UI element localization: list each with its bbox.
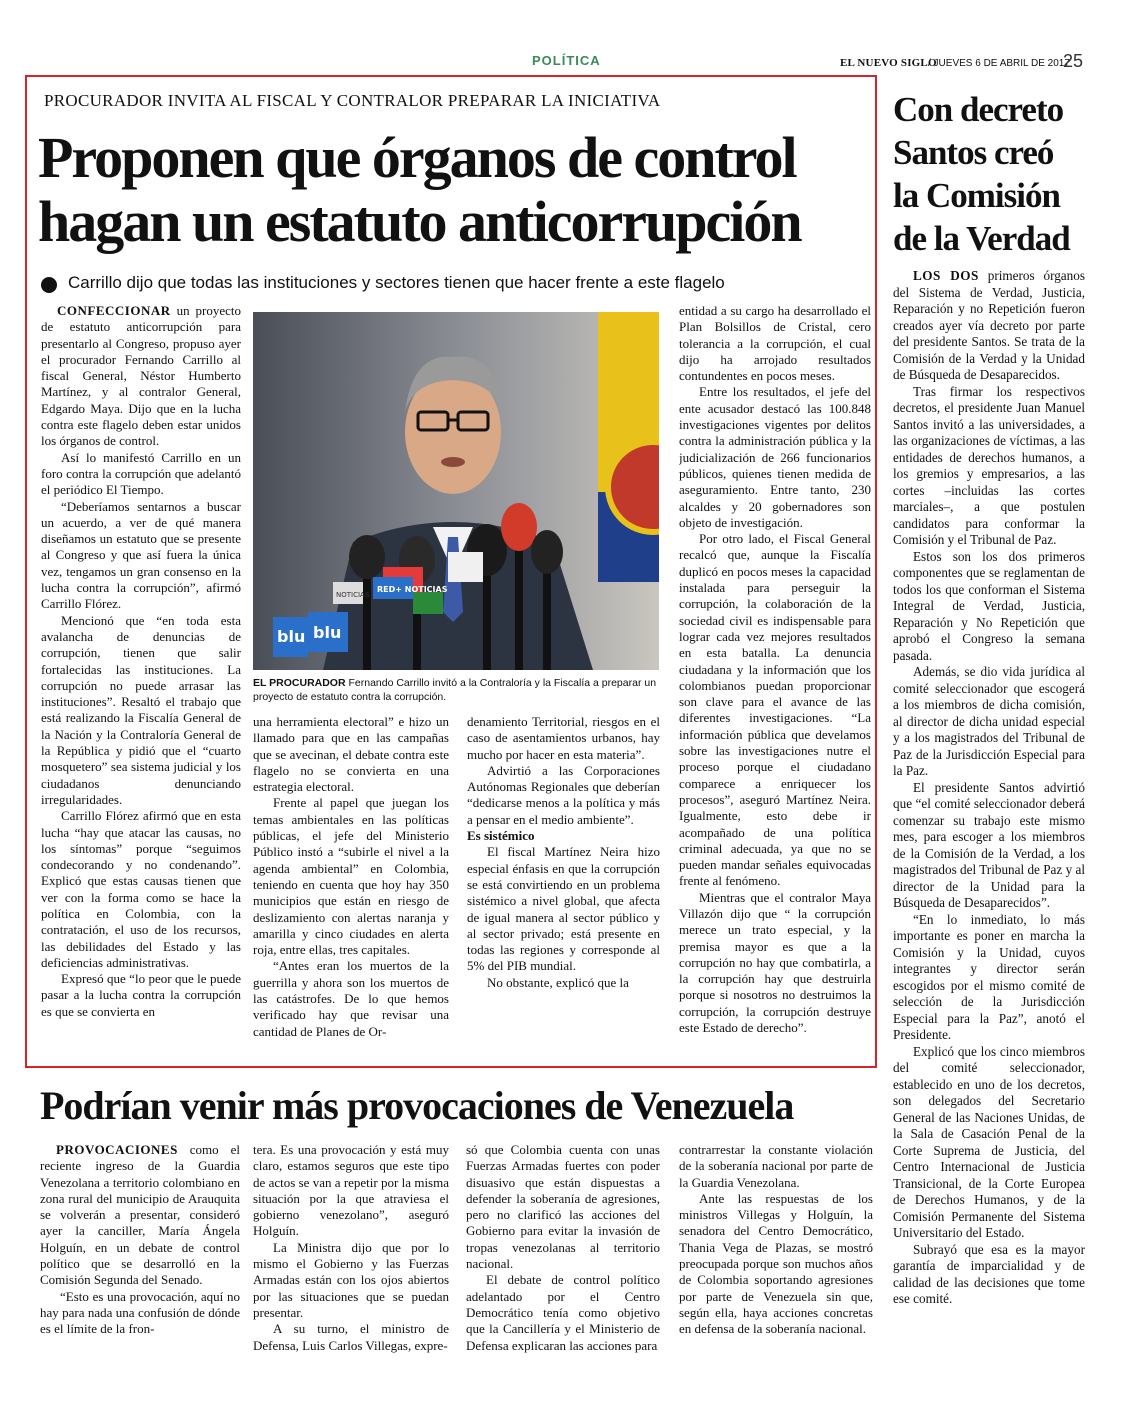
main-headline [38, 126, 868, 254]
paragraph: Frente al papel que juegan los temas ambientales en las políticas públicas, el jefe del Ministerio Público instó a “subirle el nivel a la agenda ambiental” en Colombia, teniendo en cuenta que hoy hay 350 municipios que están en riesgo de deslizamiento con alertas naranja y amarilla y cinco ciudades en alerta roja, entre ellas, tres capitales. [253, 795, 449, 958]
mic-label: blu [277, 627, 306, 646]
paragraph: A su turno, el ministro de Defensa, Luis Carlos Villegas, expre- [253, 1321, 449, 1353]
paragraph: denamiento Territorial, riesgos en el caso de asentamientos urbanos, hay mucho por hacer en esta materia”. [467, 714, 660, 762]
bottom-col-4 [679, 1142, 873, 1362]
paragraph: “Antes eran los muertos de la guerrilla y ahora son los muertos de las catástrofes. De lo que hemos verificado hay que revisar una cantidad de Planes de Or- [253, 958, 449, 1039]
paragraph: Mencionó que “en toda esta avalancha de denuncias de corrupción, tienen que salir fortalecidas las instituciones. La corrupción no puede arrasar las instituciones”. Resaltó el trabajo que está realizando la Fiscalía General de la Nación y la Contraloría General de la República y pidió que el “cuarto mosquetero” sea sistema judicial y los ciudadanos denunciando irregularidades. [41, 612, 241, 807]
paragraph: “Deberíamos sentarnos a buscar un acuerdo, a ver de qué manera diseñamos un estatuto que se presente al Congreso y que así fuera la única vez, tengamos un gran consenso en la lucha contra la corrupción”, afirmó Carrillo Flórez. [41, 498, 241, 612]
paragraph: Expresó que “lo peor que le puede pasar a la lucha contra la corrupción es que se convierta en [41, 971, 241, 1019]
paragraph: Subrayó que esa es la mayor garantía de imparcialidad y de calidad de las decisiones que tome ese comité. [893, 1241, 1085, 1306]
paragraph: Estos son los dos primeros componentes que se reglamentan de todos los que conforman el Sistema Integral de Verdad, Justicia, Reparación y No Repetición que aprobó el Congreso la semana pasada. [893, 548, 1085, 663]
paragraph: Tras firmar los respectivos decretos, el presidente Juan Manuel Santos invitó a las universidades, a las organizaciones de víctimas, a las entidades de derechos humanos, a los gremios y empresarios, a las cortes –incluidas las cortes marciales–, a que postulen candidatos para conformar la Comisión y el Tribunal de Paz. [893, 383, 1085, 547]
sidebar-headline-line: la Comisión [893, 176, 1060, 215]
paragraph: como el reciente ingreso de la Guardia Venezolana a territorio colombiano en zona rural del municipio de Arauquita se volverán a presentar, consideró ayer la canciller, María Ángela Holguín, en un debate de control político que se desarrolló en la Comisión Segunda del Senado. [40, 1142, 240, 1288]
paragraph: Así lo manifestó Carrillo en un foro contra la corrupción que adelantó el periódico El Tiempo. [41, 449, 241, 498]
masthead: EL NUEVO SIGLO [840, 57, 937, 69]
section-label: POLÍTICA [532, 53, 601, 68]
sidebar-headline-line: Con decreto [893, 90, 1064, 129]
kicker: PROCURADOR INVITA AL FISCAL Y CONTRALOR PREPARAR LA INICIATIVA [44, 91, 661, 110]
paragraph: entidad a su cargo ha desarrollado el Plan Bolsillos de Cristal, cero tolerancia a la corrupción, el cual dijo ha arrojado resultados contundentes en pocos meses. [679, 303, 871, 384]
main-col-1 [41, 303, 241, 1053]
page-number: 25 [1063, 51, 1084, 71]
lead-word: CONFECCIONAR [57, 303, 171, 318]
paragraph: Advirtió a las Corporaciones Autónomas Regionales que deberían “dedicarse menos a la política y más a pensar en el medio ambiente”. [467, 762, 660, 827]
paragraph: só que Colombia cuenta con unas Fuerzas Armadas fuertes con poder disuasivo que están dispuestas a defender la soberanía de agresiones, pero no clarificó las acciones del Gobierno para evitar la invasión de tropas venezolanas al territorio nacional. [466, 1142, 660, 1272]
sidebar-headline-line: de la Verdad [893, 219, 1070, 258]
photo-illustration [253, 312, 659, 670]
mic-label: blu [313, 623, 342, 642]
paragraph: No obstante, explicó que la [487, 974, 629, 990]
sidebar-headline-line: Santos creó [893, 133, 1054, 172]
paragraph: Además, se dio vida jurídica al comité seleccionador que escogerá a los miembros de dicha comisión, al director de dicha unidad especial y a los magistrados del Tribunal de Paz de la Jurisdicción Especial para la Paz. [893, 664, 1085, 778]
paragraph: El debate de control político adelantado por el Centro Democrático tenía como objetivo que la Cancillería y el Ministerio de Defensa explicaran las acciones para [466, 1272, 660, 1353]
lead-word: LOS DOS [913, 268, 979, 283]
paragraph: “Esto es una provocación, aquí no hay para nada una confusión de dónde es el límite de la fron- [40, 1288, 240, 1337]
paragraph: Carrillo Flórez afirmó que en esta lucha “hay que atacar las causas, no los síntomas” porque “seguimos condecorando y no condenando”. Explicó que estas causas tienen que ver con la forma como se hace la política en Colombia, con la contratación, el uso de los recursos, las debilidades del Estado y las deficiencias administrativas. [41, 808, 241, 970]
sidebar-headline [893, 88, 1113, 260]
paragraph: primeros órganos del Sistema de Verdad, Justicia, Reparación y no Repetición fueron creados ayer vía decreto por parte del presidente Santos. Se trata de la Comisión de la Verdad y la Unidad de Búsqueda de Desaparecidos. [893, 268, 1085, 382]
main-col-3 [467, 714, 660, 1054]
headline-line-1: Proponen que órganos de control [38, 125, 796, 190]
paragraph: Por otro lado, el Fiscal General recalcó que, aunque la Fiscalía duplicó en pocos meses la capacidad instalada para perseguir la corrupción, la colaboración de la sociedad civil es indispensable para lograr cada vez mejores resultados en esta batalla. La denuncia ciudadana y la información que los colombianos puedan proporcionar son clave para el avance de las diferentes investigaciones. “La información pública que develamos sobre las investigaciones nutre el proceso porque el ciudadano comparece a enriquecer los procesos”, aseguró Martínez Neira. Igualmente, esto debe ir acompañado de una política criminal adecuada, ya que no se pueden mandar señales equivocadas frente al fenómeno. [679, 531, 871, 889]
bullet-icon [41, 277, 57, 293]
mic-label: NOTICIAS [336, 591, 370, 599]
mic-label: RED+ NOTICIAS [377, 585, 448, 594]
bottom-headline: Podrían venir más provocaciones de Venezuela [40, 1083, 794, 1128]
article-photo [253, 312, 659, 670]
photo-caption [253, 676, 659, 704]
headline-line-2: hagan un estatuto anticorrupción [38, 189, 801, 254]
paragraph: un proyecto de estatuto anticorrupción para presentarlo al Congreso, propuso ayer el procurador Fernando Carrillo al fiscal General, Néstor Humberto Martínez, y al contralor General, Edgardo Maya. Dijo que en la lucha contra este flagelo deben estar unidos los órganos de control. [41, 303, 241, 449]
deck: Carrillo dijo que todas las instituciones y sectores tienen que hacer frente a este flagelo [68, 273, 725, 292]
paragraph: Mientras que el contralor Maya Villazón dijo que “ la corrupción merece un trato especial, y la premisa mayor es que a la corrupción no hay que combatirla, a la corrupción hay que destruirla porque si nosotros no destruimos la corrupción, la corrupción destruye este Estado de derecho”. [679, 889, 871, 1036]
paragraph: “En lo inmediato, lo más importante es poner en marcha la Comisión y la Unidad, cuyos integrantes y director serán escogidos por el mismo comité de selección de la Jurisdicción Especial para la Paz”, anotó el Presidente. [893, 911, 1085, 1042]
bottom-col-3 [466, 1142, 660, 1362]
issue-date: / JUEVES 6 DE ABRIL DE 2017 [928, 58, 1070, 69]
main-col-4 [679, 303, 871, 1053]
paragraph: El presidente Santos advirtió que “el comité seleccionador deberá comenzar su trabajo este mismo mes, para escoger a los miembros de la Comisión de la Verdad, a los magistrados del Tribunal de Paz y al director de la Unidad para la Búsqueda de Desaparecidos”. [893, 779, 1085, 910]
main-col-2 [253, 714, 449, 1054]
paragraph: una herramienta electoral” e hizo un llamado para que en las campañas que se avecinan, el debate contra este flagelo no se convierta en una estrategia electoral. [253, 714, 449, 795]
bottom-col-2 [253, 1142, 449, 1362]
paragraph: El fiscal Martínez Neira hizo especial énfasis en que la corrupción se está convirtiendo en un problema sistémico a nivel global, que afecta de igual manera al sector público y al sector privado; está presente en todas las regiones y corresponde al 5% del PIB mundial. [467, 844, 660, 974]
bottom-col-1 [40, 1142, 240, 1362]
paragraph: contrarrestar la constante violación de la soberanía nacional por parte de la Guardia Venezolana. [679, 1142, 873, 1190]
paragraph: Explicó que los cinco miembros del comité seleccionador, establecido en uno de los decretos, son delegados del Secretario General de las Naciones Unidas, de la Sala de Casación Penal de la Corte Suprema de Justicia, del Centro Internacional de Justicia Transicional, de la Corte Europea de Derechos Humanos, y de la Comisión Permanente del Sistema Universitario del Estado. [893, 1043, 1085, 1240]
paragraph: Ante las respuestas de los ministros Villegas y Holguín, la senadora del Centro Democrático, Thania Vega de Plazas, se mostró preocupada porque son muchos años de Colombia soportando agresiones por parte de Venezuela sin que, según ella, haya acciones concretas en defensa de la soberanía nacional. [679, 1190, 873, 1337]
caption-label: EL PROCURADOR [253, 677, 346, 689]
paragraph: La Ministra dijo que por lo mismo el Gobierno y las Fuerzas Armadas están con los ojos abiertos por las situaciones que se puedan presentar. [253, 1239, 449, 1320]
sidebar-body [893, 268, 1085, 1348]
paragraph: Entre los resultados, el jefe del ente acusador destacó las 100.848 investigaciones vigentes por delitos contra la administración pública y la judicialización de 266 funcionarios públicos, quienes tienen medida de aseguramiento. Entre tanto, 230 alcaldes y 20 gobernadores son objeto de investigación. [679, 384, 871, 530]
caption-text: Fernando Carrillo invitó a la Contraloría y la Fiscalía a preparar un proyecto de estatuto contra la corrupción. [253, 677, 657, 703]
lead-word: PROVOCACIONES [56, 1142, 178, 1157]
subhead: Es sistémico [467, 828, 535, 844]
paragraph: tera. Es una provocación y está muy claro, estamos seguros que este tipo de actos se van a repetir por la misma situación por la que atraviesa el gobierno venezolano”, aseguró Holguín. [253, 1142, 449, 1239]
